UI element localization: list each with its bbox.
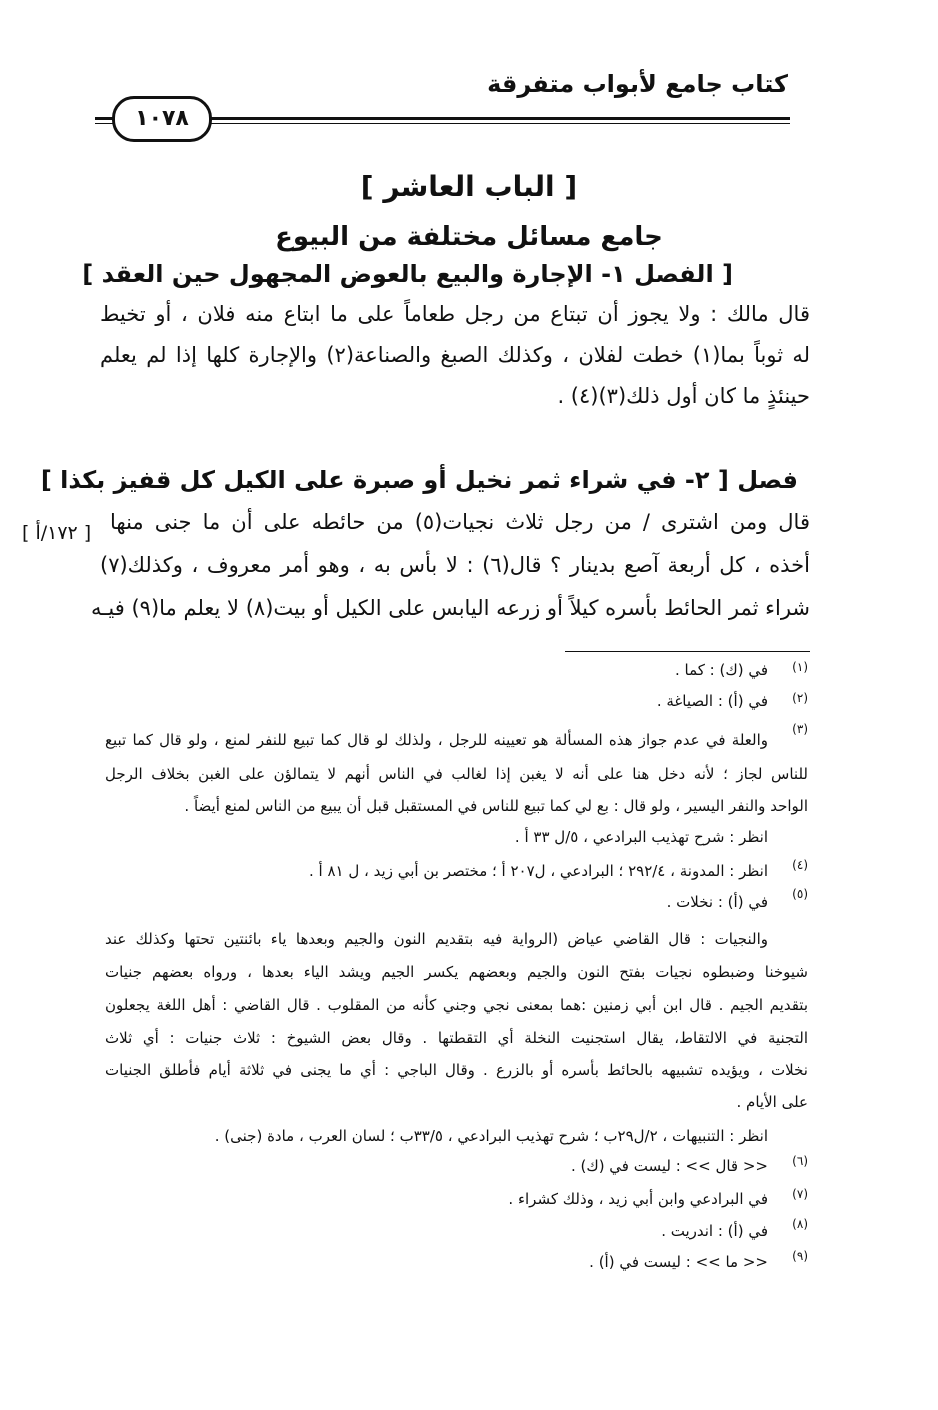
footnote-text: انظر : المدونة ، ٢٩٢/٤ ؛ البرادعي ، ل٢٠٧ أ ؛ مختصر بن أبي زيد ، ل ٨١ أ . bbox=[309, 862, 768, 880]
footnote-text: على الأيام . bbox=[736, 1093, 808, 1111]
footnote-number: (٩) bbox=[792, 1249, 808, 1263]
footnote-text: والنجيات : قال القاضي عياض (الرواية فيه بتقديم النون والجيم وبعدها ياء بائنتين تحتها وكذلك عند bbox=[105, 930, 768, 948]
footnote-number: (٦) bbox=[792, 1154, 808, 1168]
running-title: كتاب جامع لأبواب متفرقة bbox=[487, 70, 788, 98]
footnote-text: في البرادعي وابن أبي زيد ، وذلك كشراء . bbox=[508, 1190, 768, 1208]
section-2-title: فصل [ ٢- في شراء ثمر نخيل أو صبرة على الكيل كل قفيز بكذا ] bbox=[40, 466, 798, 494]
footnote-text: في (أ) : الصياغة . bbox=[656, 692, 768, 710]
footnote-number: (٣) bbox=[792, 722, 808, 736]
footnote-text: في (أ) : نخلات . bbox=[666, 893, 768, 911]
page-number: ١٠٧٨ bbox=[112, 96, 212, 142]
footnote-number: (٤) bbox=[792, 858, 808, 872]
paragraph-line: له ثوباً بما(١) خطت لفلان ، وكذلك الصبغ والصناعة(٢) والإجارة كلها إذا لم يعلم bbox=[100, 343, 810, 367]
chapter-subtitle: جامع مسائل مختلفة من البيوع bbox=[275, 222, 663, 252]
footnote-number: (٥) bbox=[792, 887, 808, 901]
footnote-separator bbox=[565, 651, 810, 652]
footnote-text: التجنية في الالتقاط، يقال استجنيت النخلة أي التقطتها . وقال بعض الشيوخ : ثلاث جنيات : أي ثلاث bbox=[105, 1029, 808, 1047]
footnote-text: بتقديم الجيم . قال ابن أبي زمنين :هما بمعنى نجي وجني كأنه من المقلوب . قال القاضي : أهل اللغة يجعلون bbox=[105, 996, 808, 1014]
footnote-text: << قال >> : ليست في (ك) . bbox=[570, 1157, 768, 1175]
footnote-text: << ما >> : ليست في (أ) . bbox=[589, 1253, 768, 1271]
footnote-number: (٢) bbox=[792, 691, 808, 705]
footnote-text: في (أ) : اندريت . bbox=[661, 1222, 768, 1240]
paragraph-line: حينئذٍ ما كان أول ذلك(٣)(٤) . bbox=[557, 384, 810, 408]
footnote-text: شيوخنا وضبطوه نجيات بفتح النون والجيم وبعضهم يكسر الجيم ويشد الياء بعدها ، ورواه بعضهم جنيات bbox=[105, 963, 808, 981]
footnote-text: في (ك) : كما . bbox=[674, 661, 768, 679]
footnote-reference: انظر : شرح تهذيب البرادعي ، ٥/ل ٣٣ أ . bbox=[514, 828, 768, 846]
footnote-number: (٧) bbox=[792, 1187, 808, 1201]
margin-folio-reference: [ ١٧٢/أ ] bbox=[22, 522, 92, 544]
chapter-title: [ الباب العاشر ] bbox=[360, 170, 578, 203]
paragraph-line: أخذه ، كل أربعة آصع بدينار ؟ قال(٦) : لا بأس به ، وهو أمر معروف ، وكذلك(٧) bbox=[100, 553, 810, 577]
footnote-number: (١) bbox=[792, 660, 808, 674]
footnote-number: (٨) bbox=[792, 1217, 808, 1231]
footnote-text: نخلات ، ويؤيده تشبيهه بالحائط بأسره أو بالزرع . وقال الباجي : أي ما يجنى في ثلاثة أيام فأطلق الجنيات bbox=[105, 1061, 808, 1079]
footnote-text: الواحد والنفر اليسير ، ولو قال : بع لي كما تبيع للناس في المستقبل قبل أن يبيع من الناس لمنع أيضاً . bbox=[184, 797, 808, 815]
paragraph-line: قال مالك : ولا يجوز أن تبتاع من رجل طعاماً على ما ابتاع منه فلان ، أو تخيط bbox=[100, 302, 810, 326]
paragraph-line: قال ومن اشترى / من رجل ثلاث نجيات(٥) من حائطه على أن ما جنى منها bbox=[110, 510, 810, 534]
paragraph-line: شراء ثمر الحائط بأسره كيلاً أو زرعه اليابس على الكيل أو بيت(٨) لا يعلم ما(٩) فيـه bbox=[91, 596, 810, 620]
footnote-reference: انظر : التنبيهات ، ٢/ل٢٩ب ؛ شرح تهذيب البرادعي ، ٣٣/٥ب ؛ لسان العرب ، مادة (جنى) . bbox=[214, 1127, 768, 1145]
footnote-text: للناس لجاز ؛ لأنه دخل هنا على أنه لا يغبن إذا لغالب في الناس أنهم لا يتمالؤن على الغبن بخلاف الرجل bbox=[105, 765, 808, 783]
section-1-title: [ الفصل ١- الإجارة والبيع بالعوض المجهول حين العقد ] bbox=[82, 260, 733, 288]
footnote-text: والعلة في عدم جواز هذه المسألة هو تعيينه للرجل ، ولذلك لو قال كما تبيع للنفر لمنع ، ولو قال كما تبيع bbox=[105, 731, 768, 749]
